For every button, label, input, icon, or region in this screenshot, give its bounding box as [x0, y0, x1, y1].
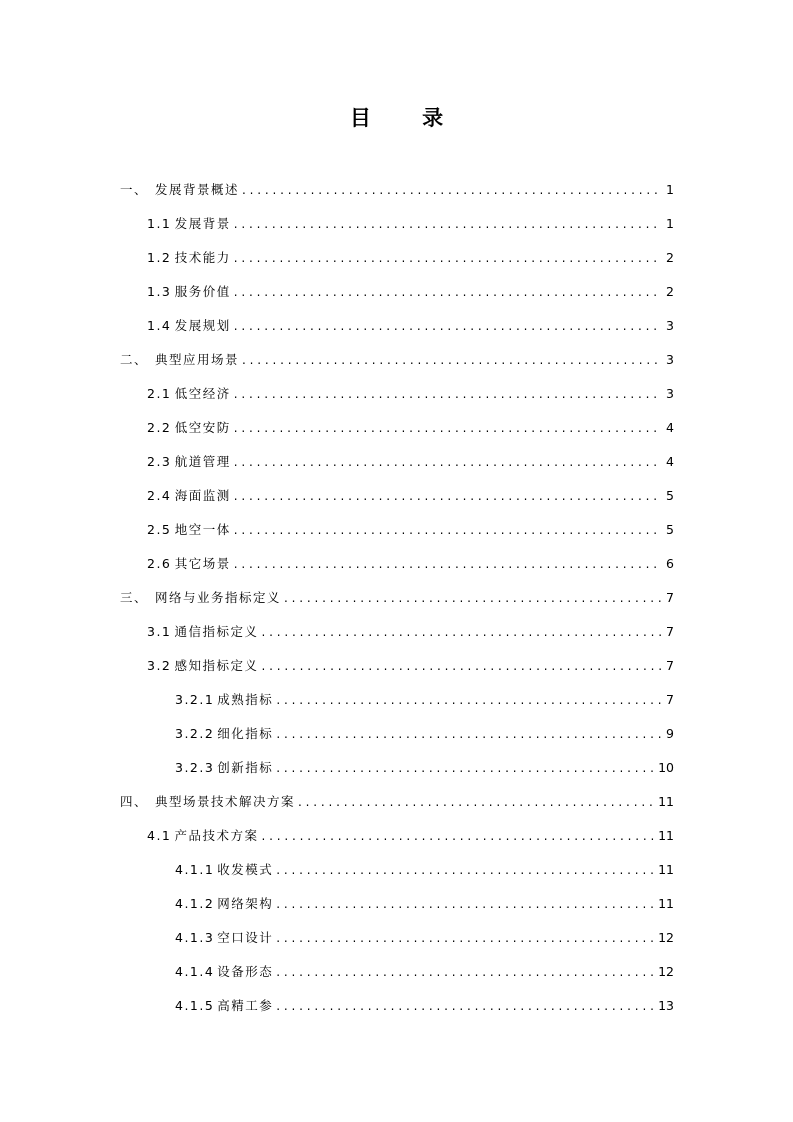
toc-entry-title: 设备形态 — [217, 964, 274, 979]
toc-entry-number: 1.2 — [147, 250, 172, 265]
page-title: 目 录 — [349, 106, 466, 130]
toc-page-number: 12 — [658, 964, 674, 979]
toc-entry[interactable] — [120, 960, 674, 994]
toc-entry-number: 四、 — [120, 794, 149, 809]
toc-entry-number: 4.1.4 — [175, 964, 215, 979]
toc-entry[interactable] — [120, 722, 674, 756]
toc-page-number: 2 — [666, 250, 674, 265]
toc-page-number: 1 — [666, 216, 674, 231]
toc-entry[interactable] — [120, 790, 674, 824]
toc-entry[interactable] — [120, 688, 674, 722]
toc-entry-number: 2.1 — [147, 386, 172, 401]
toc-entry-number: 1.4 — [147, 318, 172, 333]
toc-dot-leader — [234, 280, 662, 304]
toc-entry-title: 低空安防 — [174, 420, 231, 435]
toc-entry-title: 产品技术方案 — [174, 828, 259, 843]
toc-entry[interactable] — [120, 280, 674, 314]
toc-page-number: 3 — [666, 386, 674, 401]
toc-entry-title: 细化指标 — [217, 726, 274, 741]
toc-dot-leader — [242, 348, 662, 372]
toc-entry-number: 4.1 — [147, 828, 172, 843]
toc-entry-title: 创新指标 — [217, 760, 274, 775]
toc-entry-number: 2.4 — [147, 488, 172, 503]
toc-entry[interactable] — [120, 212, 674, 246]
toc-entry[interactable] — [120, 994, 674, 1028]
toc-entry-number: 三、 — [120, 590, 149, 605]
toc-page-number: 13 — [658, 998, 674, 1013]
toc-entry[interactable] — [120, 892, 674, 926]
toc-entry-title: 典型场景技术解决方案 — [155, 794, 296, 809]
toc-entry[interactable] — [120, 926, 674, 960]
toc-entry-number: 2.6 — [147, 556, 172, 571]
toc-entry-number: 3.2.3 — [175, 760, 215, 775]
toc-dot-leader — [276, 722, 662, 746]
toc-page-number: 4 — [666, 454, 674, 469]
toc-entry-title: 海面监测 — [174, 488, 231, 503]
toc-entry-number: 4.1.5 — [175, 998, 215, 1013]
toc-dot-leader — [262, 654, 662, 678]
toc-entry-title: 网络架构 — [217, 896, 274, 911]
toc-dot-leader — [276, 756, 654, 780]
toc-page-number: 7 — [666, 658, 674, 673]
toc-page-number: 4 — [666, 420, 674, 435]
toc-entry[interactable] — [120, 484, 674, 518]
toc-entry-title: 感知指标定义 — [174, 658, 259, 673]
toc-entry[interactable] — [120, 518, 674, 552]
toc-page-number: 9 — [666, 726, 674, 741]
toc-dot-leader — [234, 552, 662, 576]
toc-entry[interactable] — [120, 654, 674, 688]
toc-page-number: 2 — [666, 284, 674, 299]
toc-entry[interactable] — [120, 246, 674, 280]
toc-page-number: 7 — [666, 590, 674, 605]
toc-page-number: 3 — [666, 352, 674, 367]
toc-entry[interactable] — [120, 620, 674, 654]
toc-dot-leader — [234, 518, 662, 542]
toc-entry[interactable] — [120, 416, 674, 450]
toc-entry-number: 3.2.2 — [175, 726, 215, 741]
toc-entry-title: 高精工参 — [217, 998, 274, 1013]
toc-page-number: 5 — [666, 522, 674, 537]
toc-entry-number: 4.1.2 — [175, 896, 215, 911]
toc-dot-leader — [276, 960, 654, 984]
toc-page-number: 11 — [658, 896, 674, 911]
toc-entry-title: 发展背景概述 — [155, 182, 240, 197]
toc-entry-title: 收发模式 — [217, 862, 274, 877]
toc-dot-leader — [234, 416, 662, 440]
toc-page-number: 3 — [666, 318, 674, 333]
toc-entry-title: 技术能力 — [174, 250, 231, 265]
toc-entry-title: 服务价值 — [174, 284, 231, 299]
toc-entry-number: 二、 — [120, 352, 149, 367]
toc-page-number: 11 — [658, 862, 674, 877]
toc-entry-number: 2.2 — [147, 420, 172, 435]
toc-entry-number: 一、 — [120, 182, 149, 197]
toc-entry[interactable] — [120, 314, 674, 348]
toc-entry[interactable] — [120, 586, 674, 620]
toc-entry[interactable] — [120, 756, 674, 790]
toc-entry[interactable] — [120, 348, 674, 382]
toc-entry-number: 1.3 — [147, 284, 172, 299]
toc-dot-leader — [298, 790, 654, 814]
toc-entry[interactable] — [120, 858, 674, 892]
toc-page-number: 12 — [658, 930, 674, 945]
toc-page-number: 11 — [658, 828, 674, 843]
toc-entry-number: 4.1.3 — [175, 930, 215, 945]
toc-entry[interactable] — [120, 178, 674, 212]
toc-entry-title: 空口设计 — [217, 930, 274, 945]
toc-entry-title: 航道管理 — [174, 454, 231, 469]
toc-page-number: 11 — [658, 794, 674, 809]
toc-entry-number: 2.5 — [147, 522, 172, 537]
toc-entry-title: 发展背景 — [174, 216, 231, 231]
toc-entry-number: 4.1.1 — [175, 862, 215, 877]
toc-dot-leader — [284, 586, 662, 610]
toc-entry-title: 其它场景 — [174, 556, 231, 571]
toc-entry-title: 成熟指标 — [217, 692, 274, 707]
toc-entry-number: 1.1 — [147, 216, 172, 231]
toc-dot-leader — [234, 484, 662, 508]
toc-dot-leader — [234, 246, 662, 270]
table-of-contents — [120, 178, 674, 1028]
toc-page-number: 7 — [666, 692, 674, 707]
toc-dot-leader — [242, 178, 662, 202]
toc-dot-leader — [261, 824, 654, 848]
toc-entry[interactable] — [120, 552, 674, 586]
toc-dot-leader — [234, 382, 662, 406]
toc-dot-leader — [276, 994, 654, 1018]
toc-entry-title: 网络与业务指标定义 — [155, 590, 282, 605]
toc-entry-title: 发展规划 — [174, 318, 231, 333]
toc-page-number: 7 — [666, 624, 674, 639]
toc-entry[interactable] — [120, 450, 674, 484]
toc-entry-title: 通信指标定义 — [174, 624, 259, 639]
toc-entry-number: 3.2.1 — [175, 692, 215, 707]
toc-entry-number: 2.3 — [147, 454, 172, 469]
toc-dot-leader — [262, 620, 662, 644]
toc-entry-title: 地空一体 — [174, 522, 231, 537]
toc-page-number: 5 — [666, 488, 674, 503]
toc-entry[interactable] — [120, 382, 674, 416]
toc-dot-leader — [276, 892, 654, 916]
toc-page-number: 10 — [658, 760, 674, 775]
toc-page-number: 1 — [666, 182, 674, 197]
toc-dot-leader — [276, 926, 654, 950]
toc-entry-title: 典型应用场景 — [155, 352, 240, 367]
toc-dot-leader — [276, 688, 662, 712]
toc-dot-leader — [234, 450, 662, 474]
toc-page-number: 6 — [666, 556, 674, 571]
toc-entry-number: 3.1 — [147, 624, 172, 639]
toc-entry-title: 低空经济 — [174, 386, 231, 401]
toc-dot-leader — [234, 314, 662, 338]
toc-entry[interactable] — [120, 824, 674, 858]
toc-dot-leader — [276, 858, 654, 882]
toc-dot-leader — [234, 212, 662, 236]
toc-entry-number: 3.2 — [147, 658, 172, 673]
